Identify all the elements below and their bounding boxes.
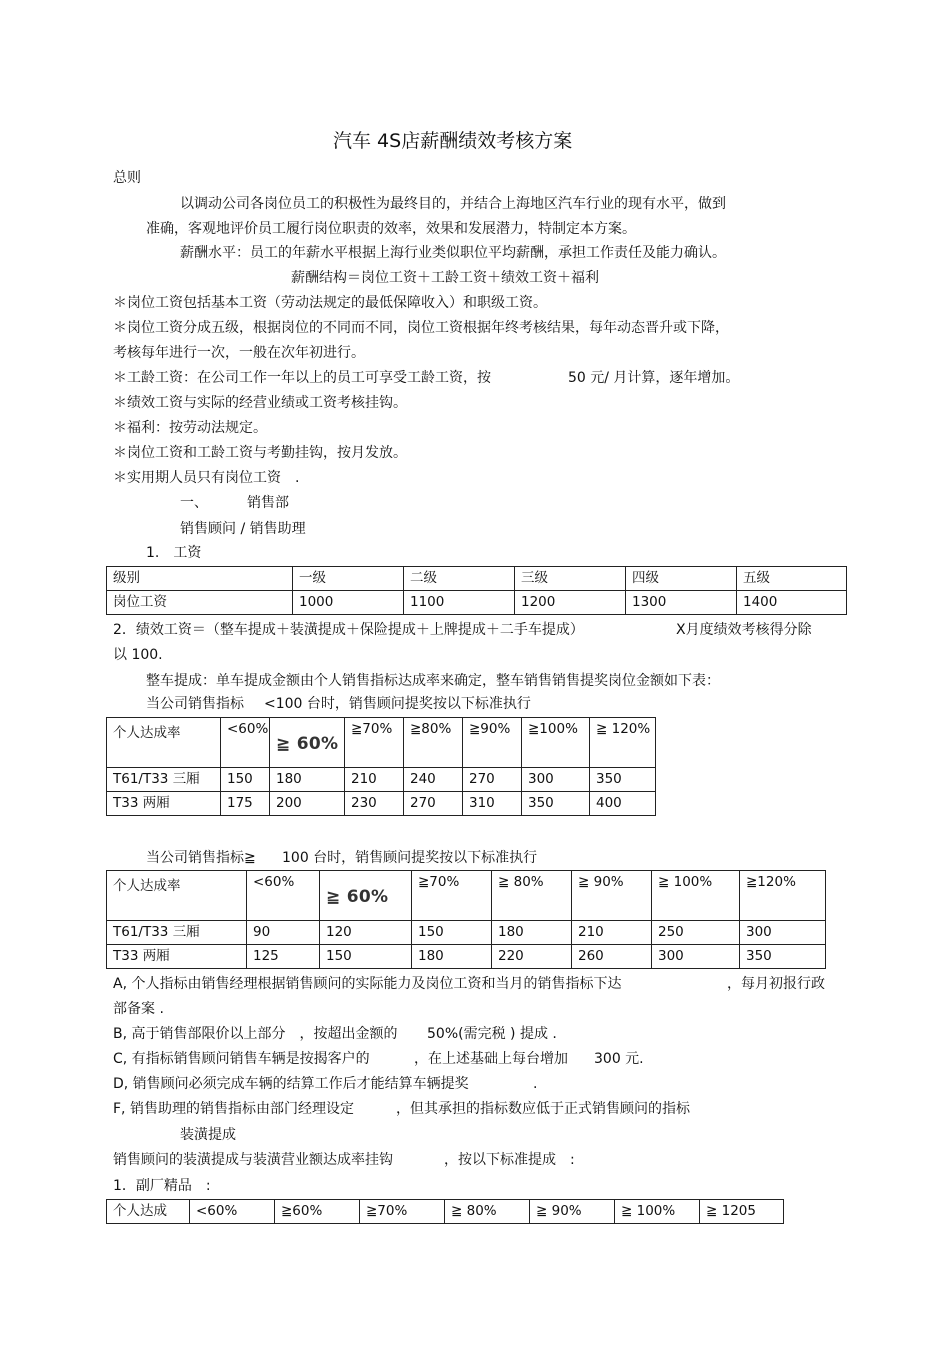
- table-cell: 300: [740, 921, 826, 945]
- table-cell: ≧ 90%: [572, 871, 652, 921]
- table-cell: 三级: [515, 567, 626, 591]
- table-cell: 180: [412, 945, 492, 969]
- table-cell: 250: [652, 921, 740, 945]
- decoration-desc: 销售顾问的装潢提成与装潢营业额达成率挂钩: [113, 1152, 393, 1168]
- table-cell: 1300: [626, 591, 737, 615]
- table-cell: 1100: [404, 591, 515, 615]
- perf-formula-suffix: X月度绩效考核得分除: [676, 622, 812, 638]
- sub-item-1: 1．副厂精品 :: [113, 1178, 211, 1194]
- intro-line-1: 以调动公司各岗位员工的积极性为最终目的，并结合上海地区汽车行业的现有水平，做到: [180, 196, 726, 212]
- table-cell: 350: [740, 945, 826, 969]
- table-row: [107, 945, 826, 969]
- table-cell: <60%: [221, 718, 270, 768]
- table-cell: 150: [320, 945, 412, 969]
- table-cell: ≧ 1205: [700, 1200, 784, 1224]
- table-cell: ≧60%: [275, 1200, 360, 1224]
- table-1-header-row: [107, 718, 656, 768]
- table-cell: ≧70%: [360, 1200, 445, 1224]
- bullet-1: ＊岗位工资包括基本工资（劳动法规定的最低保障收入）和职级工资。: [113, 295, 547, 311]
- table-cell: 175: [221, 792, 270, 816]
- table-cell: 230: [345, 792, 404, 816]
- ge-60-label: ≧ 60%: [276, 734, 339, 754]
- table-cell: ≧ 100%: [615, 1200, 700, 1224]
- wage-table: [106, 566, 847, 615]
- note-a-cont: 部备案 .: [113, 1001, 164, 1017]
- wage-data-row: [107, 591, 847, 615]
- perf-formula: 2．绩效工资＝（整车提成＋装潢提成＋保险提成＋上牌提成＋二手车提成）: [113, 622, 584, 638]
- decoration-header-row: [107, 1200, 784, 1224]
- bullet-3: ＊工龄工资：在公司工作一年以上的员工可享受工龄工资，按: [113, 370, 491, 386]
- table-cell: <60%: [247, 871, 320, 921]
- position-title: 销售顾问 / 销售助理: [180, 521, 306, 537]
- table-cell: ≧ 120%: [590, 718, 656, 768]
- table-cell: ≧ 80%: [492, 871, 572, 921]
- table-cell: 350: [522, 792, 590, 816]
- table-cell: ≧ 80%: [445, 1200, 530, 1224]
- table-cell: 125: [247, 945, 320, 969]
- table-cell: T33 两厢: [107, 792, 221, 816]
- table-cell: 四级: [626, 567, 737, 591]
- table-cell: 270: [404, 792, 463, 816]
- table-cell: <60%: [190, 1200, 275, 1224]
- table-cell: 180: [270, 768, 345, 792]
- bullet-7: ＊实用期人员只有岗位工资 .: [113, 470, 300, 486]
- note-c-suffix: 300 元.: [594, 1051, 644, 1067]
- table-cell: 1400: [737, 591, 847, 615]
- table-cell: 310: [463, 792, 522, 816]
- ge-60-label: ≧ 60%: [326, 887, 389, 907]
- bullet-2-cont: 考核每年进行一次，一般在次年初进行。: [113, 345, 365, 361]
- section-1-title: 销售部: [247, 495, 289, 511]
- table-cell: ≧70%: [412, 871, 492, 921]
- table-cell: 一级: [293, 567, 404, 591]
- table-cell: ≧80%: [404, 718, 463, 768]
- table-cell: 180: [492, 921, 572, 945]
- vehicle-commission: 整车提成：单车提成金额由个人销售指标达成率来确定，整车销售销售提奖岗位金额如下表：: [146, 673, 720, 689]
- table-cell: 岗位工资: [107, 591, 293, 615]
- table-cell: [320, 871, 412, 921]
- bullet-3-rate: 50 元/ 月计算，逐年增加。: [568, 370, 740, 386]
- item-wage: 1. 工资: [146, 545, 202, 561]
- decoration-desc-suffix: ，按以下标准提成 :: [444, 1152, 575, 1168]
- table-cell: ≧ 100%: [652, 871, 740, 921]
- table-cell: 1000: [293, 591, 404, 615]
- table-cell: 150: [221, 768, 270, 792]
- commission-table-1: [106, 717, 656, 816]
- table-cell: 210: [572, 921, 652, 945]
- table-cell: ≧70%: [345, 718, 404, 768]
- condition-2-text: 100 台时，销售顾问提奖按以下标准执行: [282, 850, 538, 866]
- note-b-suffix: 50%(需完税 ) 提成 .: [427, 1026, 557, 1042]
- table-cell: 150: [412, 921, 492, 945]
- section-general: 总则: [113, 170, 141, 186]
- note-b: B, 高于销售部限价以上部分 ，按超出金额的: [113, 1026, 398, 1042]
- table-cell: 五级: [737, 567, 847, 591]
- decoration-table: [106, 1199, 784, 1224]
- bullet-6: ＊岗位工资和工龄工资与考勤挂钩，按月发放。: [113, 445, 407, 461]
- decoration-title: 装潢提成: [180, 1127, 236, 1143]
- bullet-4: ＊绩效工资与实际的经营业绩或工资考核挂钩。: [113, 395, 407, 411]
- table-cell: 90: [247, 921, 320, 945]
- note-a-suffix: ，每月初报行政: [727, 976, 825, 992]
- table-row: [107, 792, 656, 816]
- table-cell: 个人达成率: [107, 871, 247, 921]
- note-f: F, 销售助理的销售指标由部门经理设定: [113, 1101, 354, 1117]
- table-cell: [270, 718, 345, 768]
- table-cell: 260: [572, 945, 652, 969]
- table-cell: 1200: [515, 591, 626, 615]
- intro-line-2: 准确，客观地评价员工履行岗位职责的效率，效果和发展潜力，特制定本方案。: [146, 221, 636, 237]
- table-cell: 350: [590, 768, 656, 792]
- perf-formula-cont: 以 100.: [113, 647, 163, 663]
- table-cell: 个人达成率: [107, 718, 221, 768]
- bullet-2: ＊岗位工资分成五级，根据岗位的不同而不同，岗位工资根据年终考核结果，每年动态晋升或下降，: [113, 320, 729, 336]
- note-c: C, 有指标销售顾问销售车辆是按揭客户的: [113, 1051, 370, 1067]
- table-cell: 220: [492, 945, 572, 969]
- table-cell: 120: [320, 921, 412, 945]
- table-row: [107, 768, 656, 792]
- table-cell: 个人达成: [107, 1200, 190, 1224]
- condition-1-label: 当公司销售指标: [146, 696, 244, 712]
- wage-header-row: [107, 567, 847, 591]
- table-cell: T33 两厢: [107, 945, 247, 969]
- table-cell: 级别: [107, 567, 293, 591]
- table-cell: 400: [590, 792, 656, 816]
- table-row: [107, 921, 826, 945]
- note-c-mid: ，在上述基础上每台增加: [414, 1051, 568, 1067]
- note-d-suffix: .: [533, 1076, 538, 1092]
- table-cell: 200: [270, 792, 345, 816]
- bullet-5: ＊福利：按劳动法规定。: [113, 420, 267, 436]
- table-cell: ≧ 90%: [530, 1200, 615, 1224]
- page-title: 汽车 4S店薪酬绩效考核方案: [333, 130, 573, 152]
- table-cell: 240: [404, 768, 463, 792]
- table-cell: ≧120%: [740, 871, 826, 921]
- note-d: D, 销售顾问必须完成车辆的结算工作后才能结算车辆提奖: [113, 1076, 469, 1092]
- table-cell: 300: [522, 768, 590, 792]
- table-cell: 270: [463, 768, 522, 792]
- table-cell: ≧100%: [522, 718, 590, 768]
- table-cell: 210: [345, 768, 404, 792]
- section-1-number: 一、: [180, 495, 208, 511]
- salary-level: 薪酬水平：员工的年薪水平根据上海行业类似职位平均薪酬，承担工作责任及能力确认。: [180, 245, 726, 261]
- table-cell: 二级: [404, 567, 515, 591]
- note-a: A, 个人指标由销售经理根据销售顾问的实际能力及岗位工资和当月的销售指标下达: [113, 976, 622, 992]
- table-cell: 300: [652, 945, 740, 969]
- table-cell: T61/T33 三厢: [107, 768, 221, 792]
- salary-structure: 薪酬结构＝岗位工资＋工龄工资＋绩效工资＋福利: [291, 270, 599, 286]
- condition-1-text: <100 台时，销售顾问提奖按以下标准执行: [264, 696, 531, 712]
- commission-table-2: [106, 870, 826, 969]
- table-cell: T61/T33 三厢: [107, 921, 247, 945]
- table-2-header-row: [107, 871, 826, 921]
- table-cell: ≧90%: [463, 718, 522, 768]
- condition-2-label: 当公司销售指标≧: [146, 850, 256, 866]
- note-f-suffix: ，但其承担的指标数应低于正式销售顾问的指标: [396, 1101, 690, 1117]
